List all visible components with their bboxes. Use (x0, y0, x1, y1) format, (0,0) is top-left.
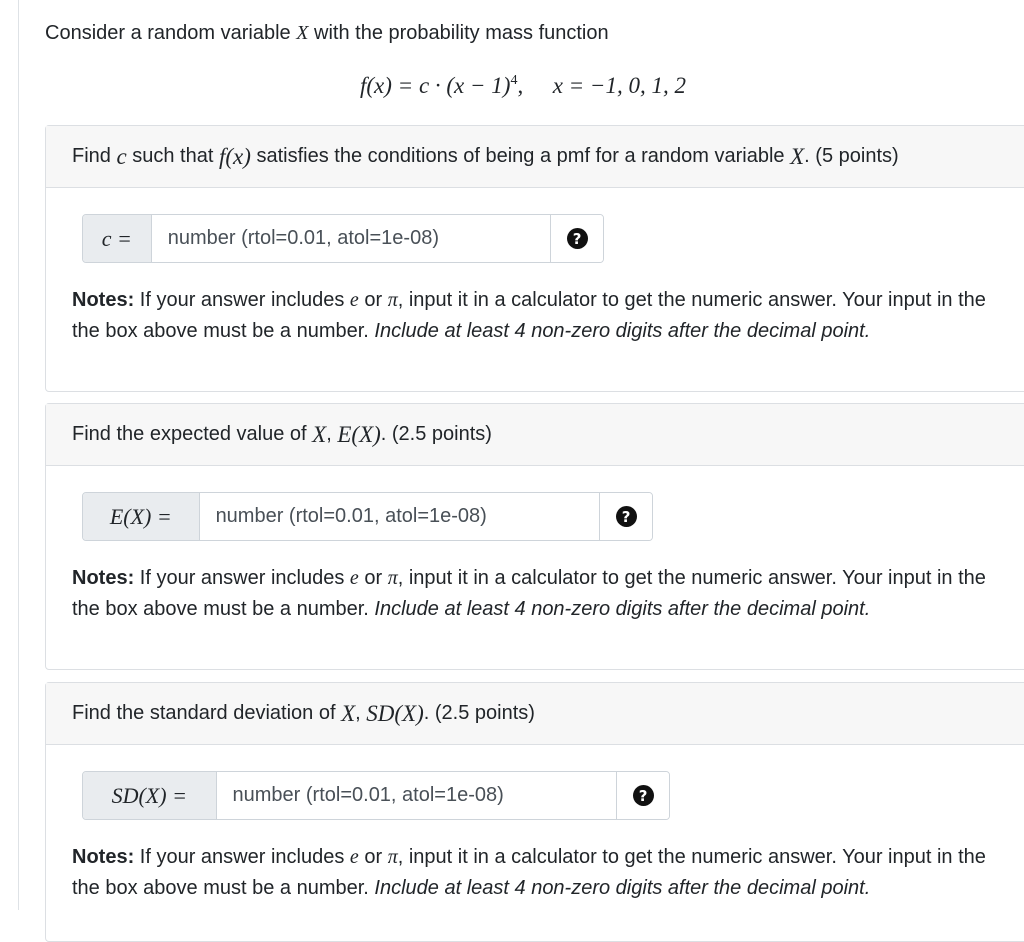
notes-text: Notes: If your answer includes e or π, input it in a calculator to get the numeric answer. Your input in the the box above must be a number. Include at least 4 non-zero digits after the decimal point. (72, 567, 986, 620)
notes-text: Notes: If your answer includes e or π, input it in a calculator to get the numeric answer. Your input in the the box above must be a number. Include at least 4 non-zero digits after the decimal point. (72, 289, 986, 342)
input-label-c: c = (83, 215, 152, 262)
answer-input-c[interactable] (152, 215, 550, 262)
question-body (46, 188, 1024, 263)
question-prompt: Find c such that f(x) satisfies the conditions of being a pmf for a random variable X . (5 points) (46, 126, 1024, 188)
question-card-c (45, 125, 1024, 392)
input-label-ex: E(X) = (83, 493, 200, 540)
input-label-sd: SD(X) = (83, 772, 217, 819)
answer-input-group (82, 492, 653, 541)
question-circle-icon: ? (567, 228, 588, 249)
answer-input-group (82, 771, 670, 820)
question-body (46, 745, 1024, 820)
question-card-standard-deviation (45, 682, 1024, 942)
answer-input-ex[interactable] (200, 493, 600, 540)
question-prompt: Find the expected value of X , E(X) . (2.5 points) (46, 404, 1024, 466)
help-button[interactable] (550, 215, 603, 262)
answer-input-sd[interactable] (217, 772, 617, 819)
left-border (18, 0, 19, 910)
notes-text: Notes: If your answer includes e or π, input it in a calculator to get the numeric answer. Your input in the the box above must be a number. Include at least 4 non-zero digits after the decimal point. (72, 846, 986, 899)
question-body (46, 466, 1024, 541)
help-button[interactable] (616, 772, 669, 819)
help-button[interactable] (599, 493, 652, 540)
question-circle-icon: ? (633, 785, 654, 806)
answer-input-group (82, 214, 604, 263)
question-prompt: Find the standard deviation of X , SD(X) . (2.5 points) (46, 683, 1024, 745)
pmf-formula: $f(x) = c \cdot (x - 1)^4$, x = −1, 0, 1, 2 (360, 73, 686, 98)
question-card-expected-value (45, 403, 1024, 670)
problem-intro: Consider a random variable X with the probability mass function (45, 22, 609, 44)
question-circle-icon: ? (616, 506, 637, 527)
